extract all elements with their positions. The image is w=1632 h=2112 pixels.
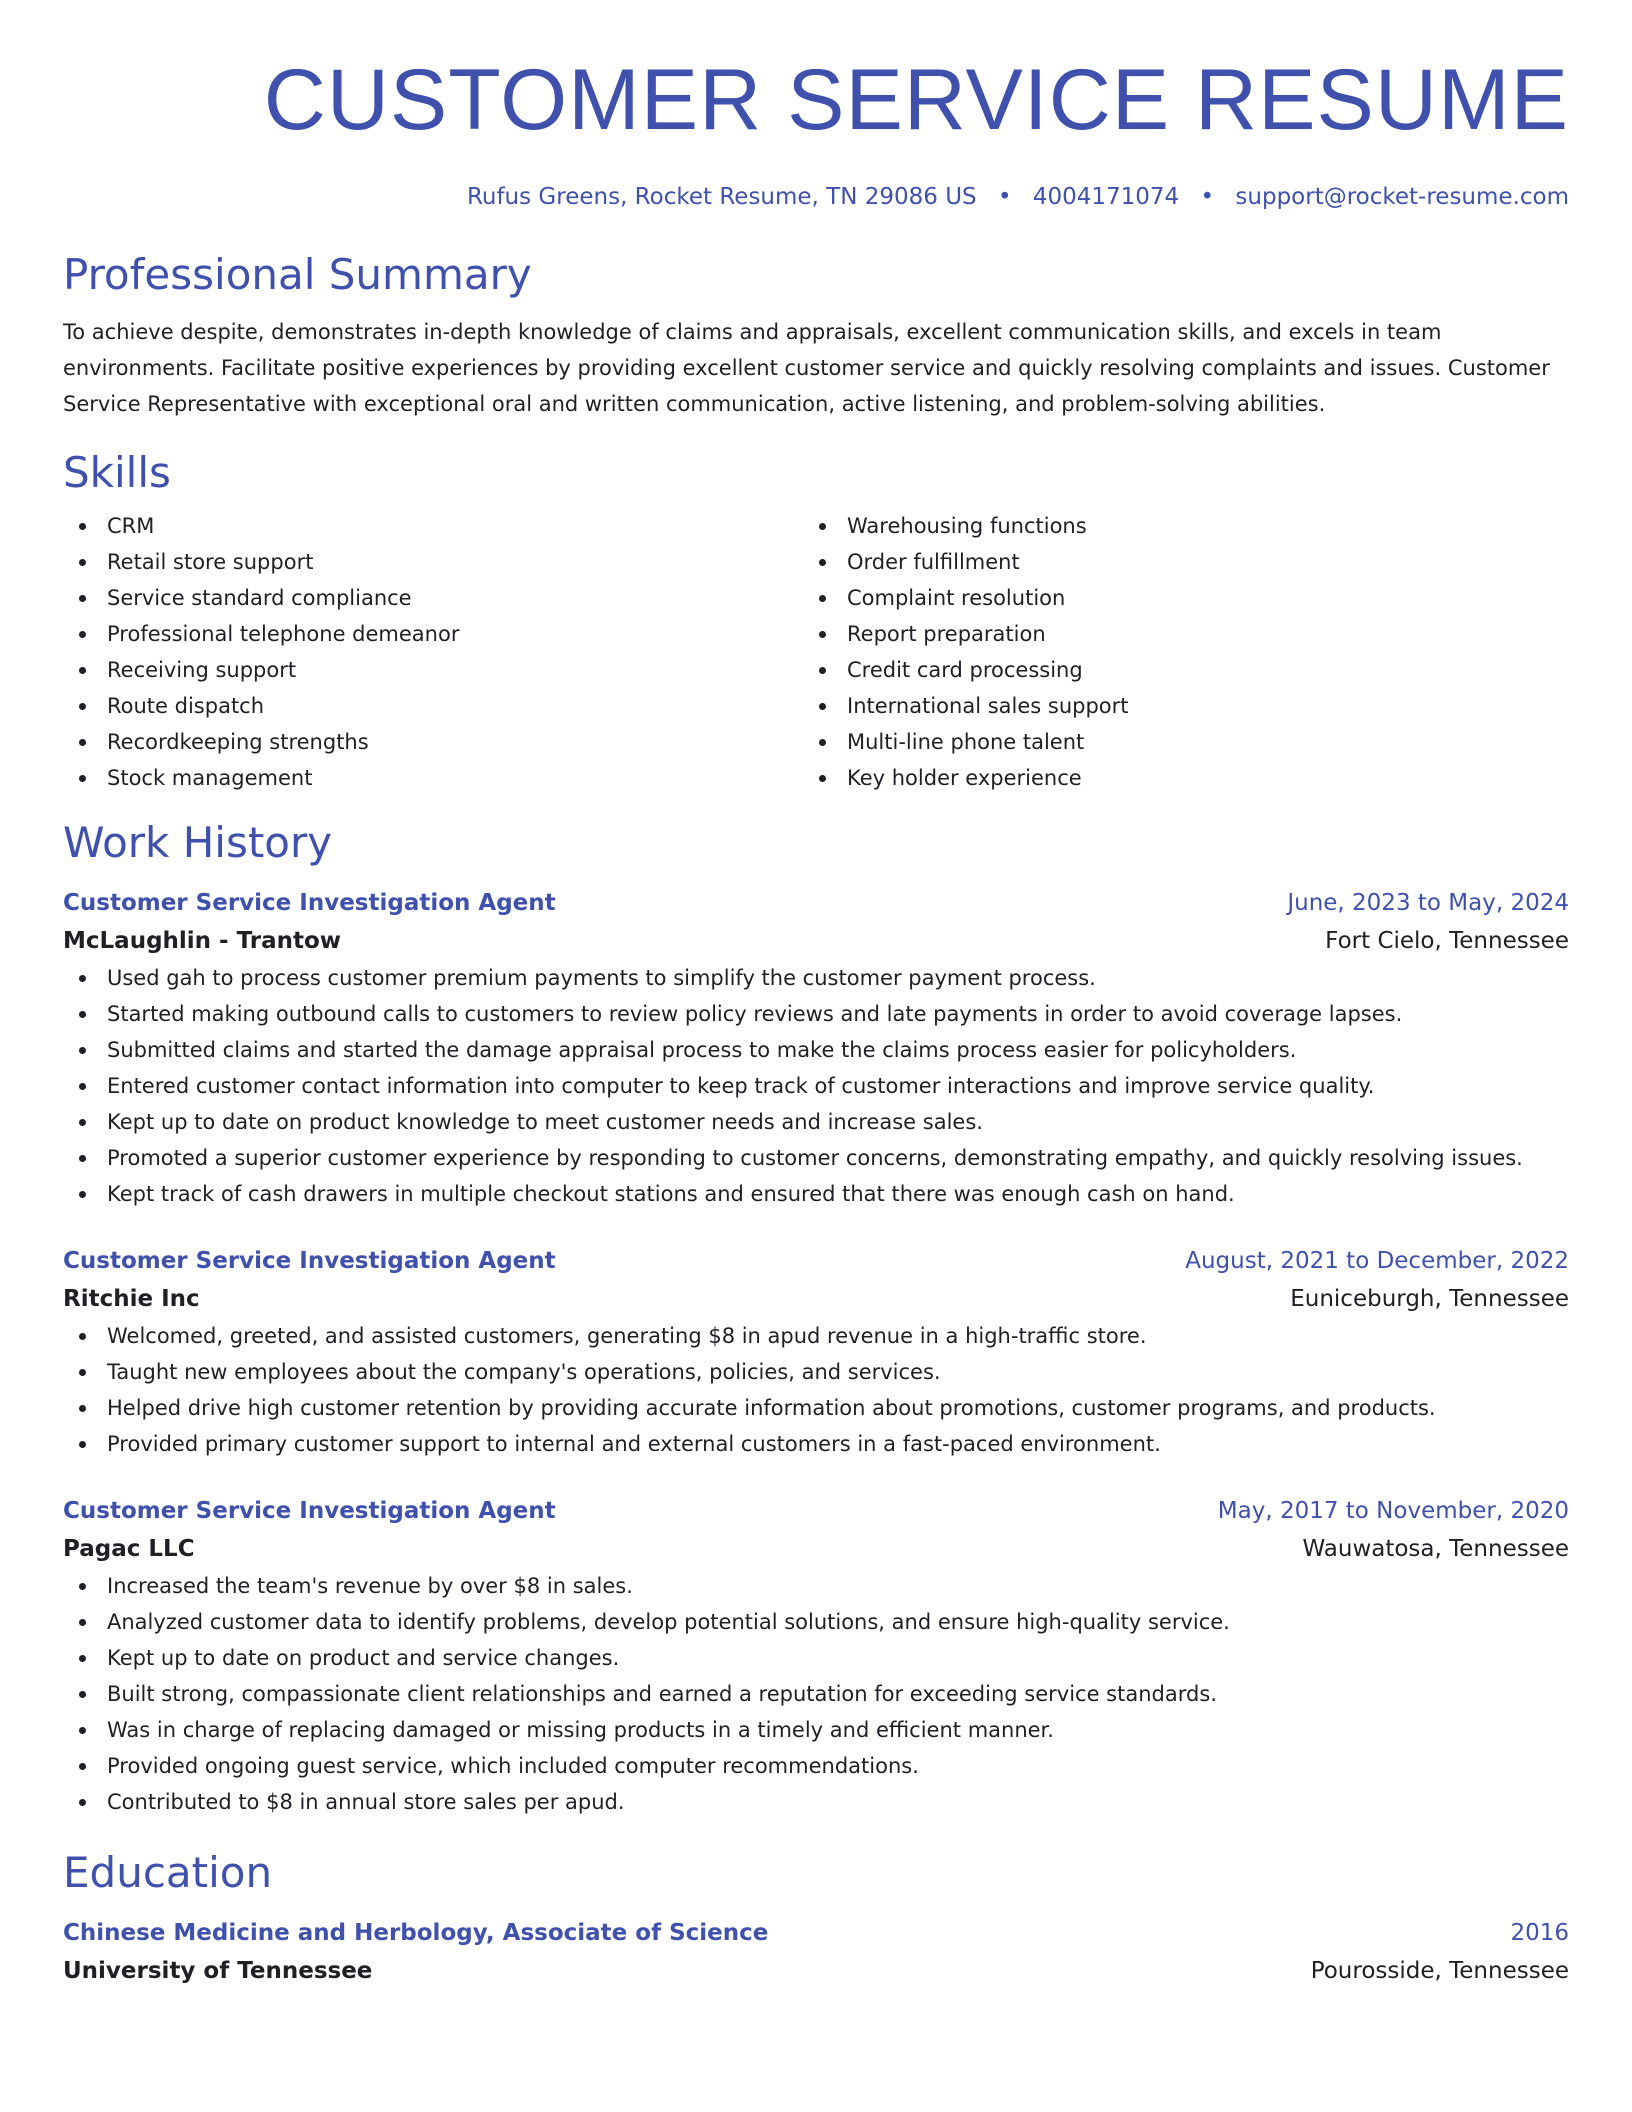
skill-item: Route dispatch [63, 688, 803, 724]
job-dates: May, 2017 to November, 2020 [1217, 1498, 1569, 1524]
job-company: Ritchie Inc [63, 1286, 200, 1312]
skill-item: CRM [63, 508, 803, 544]
skill-item: Key holder experience [803, 760, 1543, 796]
skill-item: Order fulfillment [803, 544, 1543, 580]
contact-separator: • [997, 184, 1012, 210]
job-subheader [63, 1280, 1569, 1318]
skill-item: Professional telephone demeanor [63, 616, 803, 652]
skill-item: Complaint resolution [803, 580, 1543, 616]
skills-grid [63, 508, 1569, 796]
skill-item: Retail store support [63, 544, 803, 580]
job-location: Euniceburgh, Tennessee [1290, 1286, 1569, 1312]
job-location: Wauwatosa, Tennessee [1302, 1536, 1569, 1562]
job-bullet: Taught new employees about the company's operations, policies, and services. [63, 1354, 1569, 1390]
job-company: Pagac LLC [63, 1536, 195, 1562]
job-bullet: Submitted claims and started the damage appraisal process to make the claims process easier for policyholders. [63, 1032, 1569, 1068]
job-bullet: Increased the team's revenue by over $8 in sales. [63, 1568, 1569, 1604]
skill-item: International sales support [803, 688, 1543, 724]
job-entry [63, 1492, 1569, 1820]
job-subheader [63, 1530, 1569, 1568]
resume-title: CUSTOMER SERVICE RESUME [263, 52, 1569, 148]
skill-item: Multi-line phone talent [803, 724, 1543, 760]
job-header [63, 884, 1569, 922]
contact-line [63, 180, 1569, 214]
job-bullet: Used gah to process customer premium payments to simplify the customer payment process. [63, 960, 1569, 996]
job-location: Fort Cielo, Tennessee [1325, 928, 1569, 954]
job-bullet: Entered customer contact information into computer to keep track of customer interactions and improve service quality. [63, 1068, 1569, 1104]
job-bullet: Welcomed, greeted, and assisted customers, generating $8 in apud revenue in a high-traffic store. [63, 1318, 1569, 1354]
job-title: Customer Service Investigation Agent [63, 1248, 556, 1274]
education-header [63, 1914, 1569, 1952]
job-bullet-list [63, 960, 1569, 1212]
contact-phone: 4004171074 [1032, 184, 1180, 210]
job-company: McLaughlin - Trantow [63, 928, 342, 954]
skills-list-left [63, 508, 803, 796]
job-title: Customer Service Investigation Agent [63, 1498, 556, 1524]
job-bullet: Was in charge of replacing damaged or missing products in a timely and efficient manner. [63, 1712, 1569, 1748]
summary-heading: Professional Summary [63, 250, 532, 299]
job-bullet: Built strong, compassionate client relationships and earned a reputation for exceeding service standards. [63, 1676, 1569, 1712]
job-bullet: Promoted a superior customer experience by responding to customer concerns, demonstrating empathy, and quickly resolving issues. [63, 1140, 1569, 1176]
job-bullet: Contributed to $8 in annual store sales per apud. [63, 1784, 1569, 1820]
summary-section [63, 248, 1569, 422]
skill-item: Receiving support [63, 652, 803, 688]
job-bullet-list [63, 1568, 1569, 1820]
job-title: Customer Service Investigation Agent [63, 890, 556, 916]
skills-list-right [803, 508, 1543, 796]
work-history-heading: Work History [63, 818, 333, 867]
job-bullet: Helped drive high customer retention by providing accurate information about promotions, customer programs, and products. [63, 1390, 1569, 1426]
skill-item: Stock management [63, 760, 803, 796]
job-bullet: Analyzed customer data to identify problems, develop potential solutions, and ensure high-quality service. [63, 1604, 1569, 1640]
skills-section [63, 446, 1569, 796]
job-entry [63, 1242, 1569, 1462]
job-bullet-list [63, 1318, 1569, 1462]
job-entry [63, 884, 1569, 1212]
job-bullet: Provided ongoing guest service, which included computer recommendations. [63, 1748, 1569, 1784]
education-subheader [63, 1952, 1569, 1990]
job-bullet: Kept up to date on product and service changes. [63, 1640, 1569, 1676]
skill-item: Service standard compliance [63, 580, 803, 616]
resume-header [63, 0, 1569, 214]
job-bullet: Provided primary customer support to internal and external customers in a fast-paced environment. [63, 1426, 1569, 1462]
education-entry [63, 1914, 1569, 1990]
contact-separator: • [1200, 184, 1215, 210]
skill-item: Warehousing functions [803, 508, 1543, 544]
work-history-section [63, 816, 1569, 1820]
education-school: University of Tennessee [63, 1958, 373, 1984]
education-year: 2016 [1510, 1920, 1569, 1946]
skill-item: Credit card processing [803, 652, 1543, 688]
summary-text: To achieve despite, demonstrates in-depth knowledge of claims and appraisals, excellent communication skills, and excels in team environments. Facilitate positive experiences by providing excellent customer service and quickly resolving complaints and issues. Customer Service Representative with exceptional oral and written communication, active listening, and problem-solving abilities. [63, 320, 1550, 416]
skills-heading: Skills [63, 448, 171, 497]
contact-address: Rufus Greens, Rocket Resume, TN 29086 US [466, 184, 977, 210]
contact-email[interactable]: support@rocket-resume.com [1235, 184, 1569, 210]
education-section [63, 1846, 1569, 1990]
job-header [63, 1492, 1569, 1530]
education-location: Pourosside, Tennessee [1310, 1958, 1569, 1984]
job-dates: June, 2023 to May, 2024 [1287, 890, 1569, 916]
job-subheader [63, 922, 1569, 960]
skills-column-right [803, 508, 1543, 796]
skills-column-left [63, 508, 803, 796]
job-bullet: Started making outbound calls to customers to review policy reviews and late payments in order to avoid coverage lapses. [63, 996, 1569, 1032]
education-heading: Education [63, 1848, 273, 1897]
skill-item: Report preparation [803, 616, 1543, 652]
job-bullet: Kept track of cash drawers in multiple checkout stations and ensured that there was enough cash on hand. [63, 1176, 1569, 1212]
job-dates: August, 2021 to December, 2022 [1185, 1248, 1569, 1274]
skill-item: Recordkeeping strengths [63, 724, 803, 760]
education-degree: Chinese Medicine and Herbology, Associate of Science [63, 1920, 769, 1946]
job-header [63, 1242, 1569, 1280]
job-bullet: Kept up to date on product knowledge to meet customer needs and increase sales. [63, 1104, 1569, 1140]
